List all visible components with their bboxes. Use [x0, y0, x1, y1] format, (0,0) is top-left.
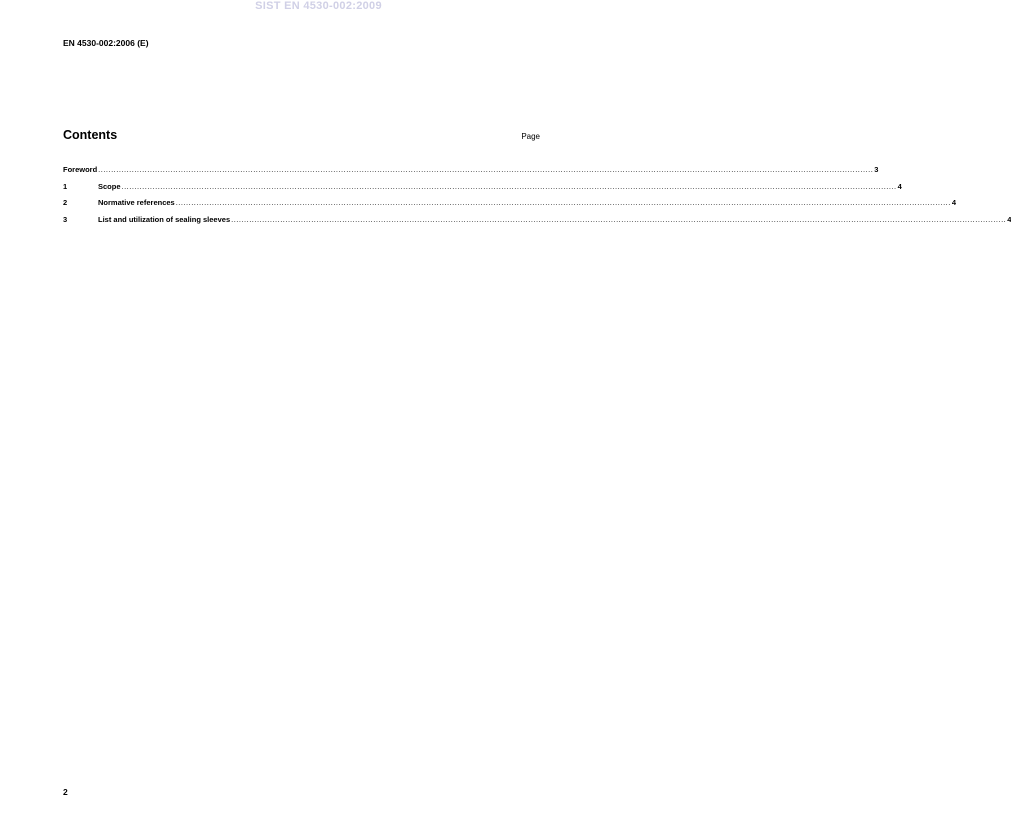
toc-entry-title: List and utilization of sealing sleeves	[98, 214, 231, 224]
toc-entry-title: Foreword	[63, 165, 98, 174]
contents-heading: Contents	[63, 128, 118, 142]
toc-entry-list-utilization[interactable]	[63, 214, 1011, 232]
toc-entry-scope[interactable]	[63, 181, 902, 199]
watermark: SIST EN 4530-002:2009	[255, 0, 382, 12]
toc-entry-page: 3	[874, 165, 879, 174]
table-of-contents	[63, 165, 1011, 231]
toc-leader-dots: ............................................................................................................................................................................................................................................................................................................	[121, 181, 897, 191]
toc-entry-page: 4	[897, 181, 902, 191]
toc-entry-number: 1	[63, 181, 68, 191]
document-id: EN 4530-002:2006 (E)	[63, 38, 149, 48]
page-number: 2	[63, 787, 68, 797]
toc-entry-number: 2	[63, 198, 68, 207]
toc-entry-number: 3	[63, 214, 68, 224]
toc-entry-foreword[interactable]	[63, 165, 879, 182]
toc-entry-page: 4	[1007, 214, 1011, 224]
toc-entry-title: Scope	[98, 181, 121, 191]
toc-leader-dots: ............................................................................................................................................................................................................................................................................................................	[98, 165, 874, 174]
toc-entry-title: Normative references	[98, 198, 175, 207]
page-column-label: Page	[521, 132, 540, 141]
toc-entry-normative-references[interactable]	[63, 198, 957, 215]
toc-leader-dots: ............................................................................................................................................................................................................................................................................................................	[231, 214, 1007, 224]
toc-entry-page: 4	[951, 198, 957, 207]
toc-leader-dots: ............................................................................................................................................................................................................................................................................................................	[175, 198, 951, 207]
